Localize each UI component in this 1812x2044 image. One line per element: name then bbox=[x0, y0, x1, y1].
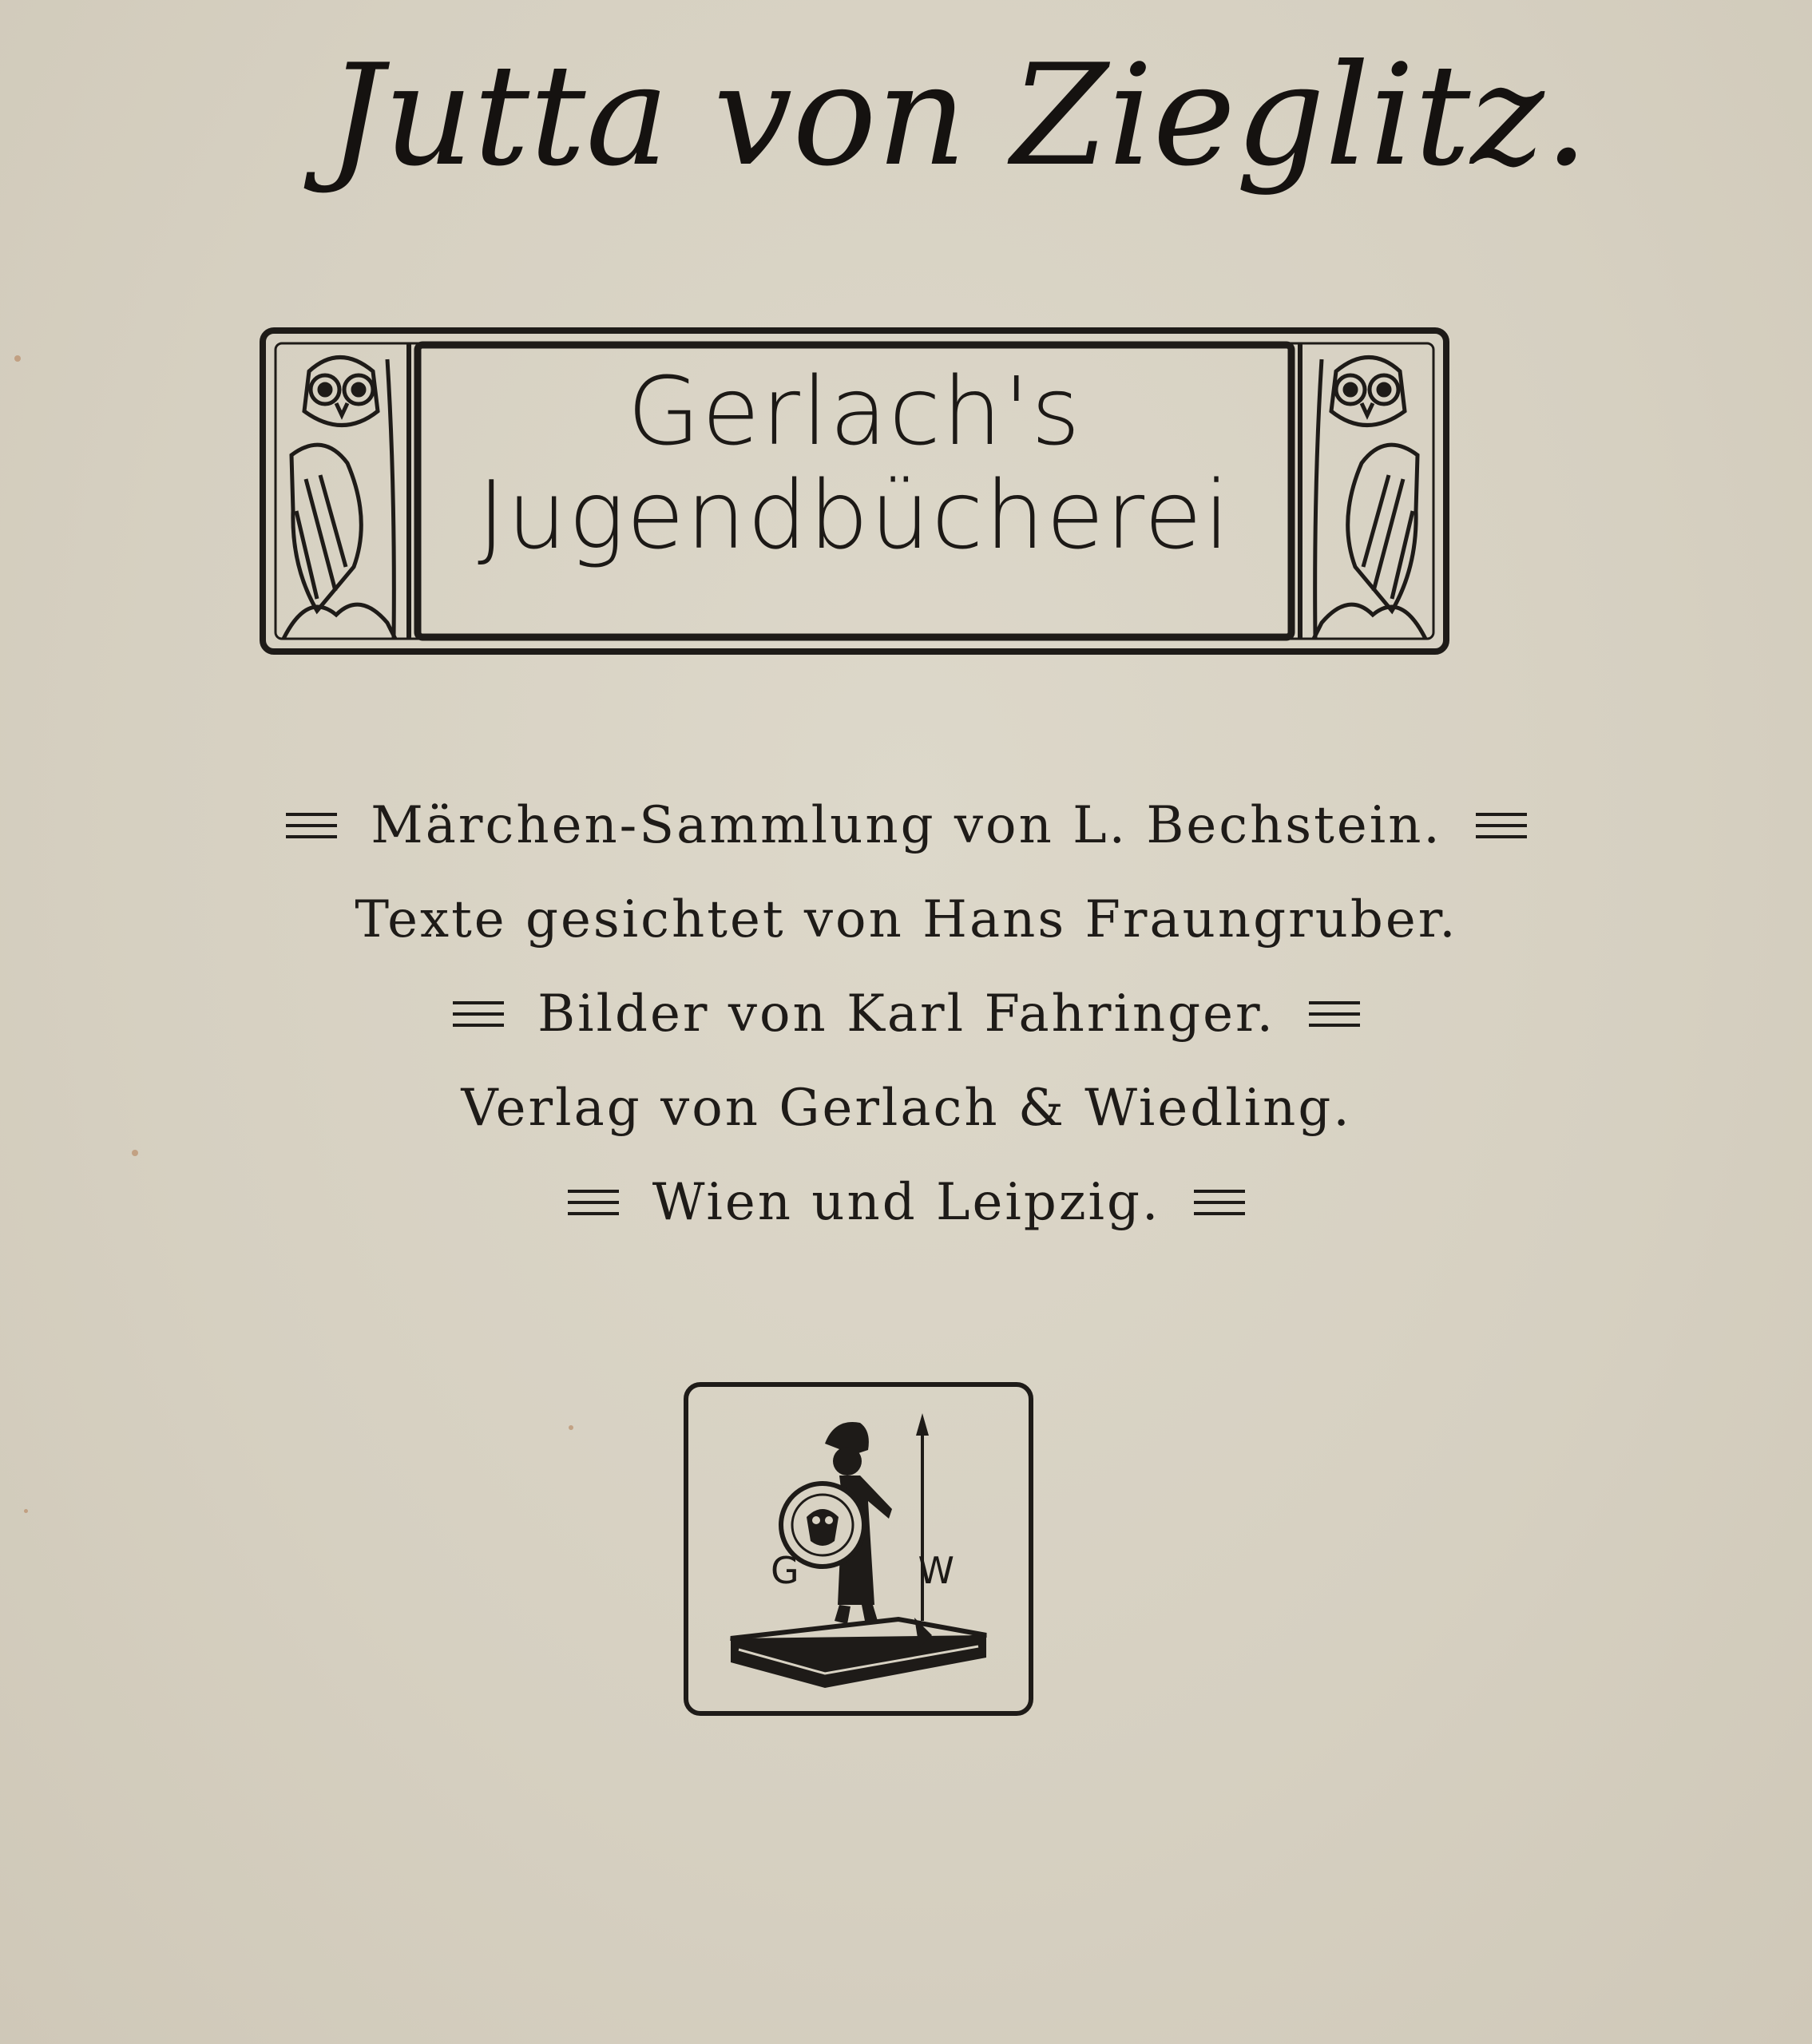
credit-text: Wien und Leipzig. bbox=[652, 1173, 1161, 1232]
credit-line-publisher bbox=[240, 1061, 1573, 1155]
publisher-initials bbox=[771, 1549, 954, 1592]
credit-line-illustrator bbox=[240, 967, 1573, 1061]
credit-text: Bilder von Karl Fahringer. bbox=[537, 984, 1275, 1044]
series-title bbox=[260, 356, 1449, 570]
triple-rule-ornament bbox=[568, 1186, 619, 1218]
series-title-line2: Jugendbücherei bbox=[478, 460, 1231, 570]
signature-text: Jutta von Zieglitz. bbox=[327, 35, 1589, 197]
triple-rule-ornament bbox=[453, 998, 504, 1030]
credit-text: Texte gesichtet von Hans Fraungruber. bbox=[355, 890, 1458, 949]
paper-speck bbox=[132, 1150, 138, 1156]
series-title-line1: Gerlach's bbox=[627, 356, 1082, 466]
series-banner bbox=[260, 327, 1449, 655]
credit-text: Verlag von Gerlach & Wiedling. bbox=[461, 1079, 1352, 1138]
triple-rule-ornament bbox=[1194, 1186, 1245, 1218]
initial-right: W bbox=[918, 1549, 954, 1592]
triple-rule-ornament bbox=[1476, 810, 1527, 842]
publisher-mark bbox=[683, 1381, 1034, 1717]
credit-line-place bbox=[240, 1155, 1573, 1250]
initial-left: G bbox=[771, 1549, 799, 1592]
credit-line-editor bbox=[240, 873, 1573, 967]
credit-line-collection bbox=[240, 778, 1573, 873]
paper-speck bbox=[24, 1509, 28, 1513]
triple-rule-ornament bbox=[1309, 998, 1360, 1030]
credits-block bbox=[240, 778, 1573, 1250]
triple-rule-ornament bbox=[286, 810, 337, 842]
paper-speck bbox=[569, 1425, 573, 1430]
credit-text: Märchen-Sammlung von L. Bechstein. bbox=[371, 796, 1442, 855]
paper-speck bbox=[14, 355, 21, 362]
handwritten-signature bbox=[319, 32, 1589, 224]
